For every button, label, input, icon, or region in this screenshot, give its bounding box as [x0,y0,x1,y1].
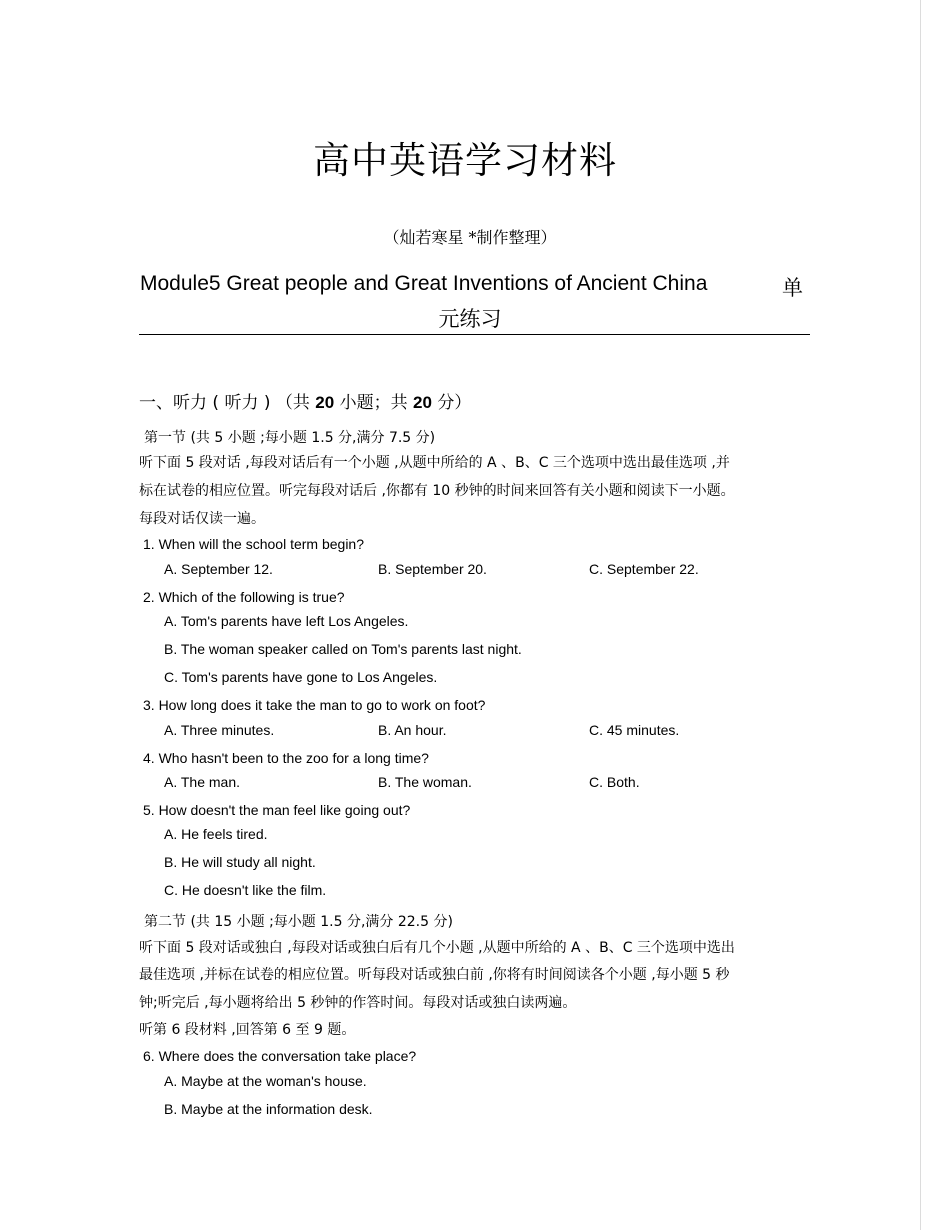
section1-heading-part: 分） [431,393,472,413]
part2-instruction-line: 听下面 5 段对话或独白 ,每段对话或独白后有几个小题 ,从题中所给的 A 、B、C 三个选项中选出 [139,940,735,956]
question-5: 5. How doesn't the man feel like going out? [143,802,411,818]
module-title-line1: Module5 Great people and Great Inventions of Ancient China [140,272,708,295]
option-2c: C. Tom's parents have gone to Los Angeles. [164,669,438,685]
option-3c: C. 45 minutes. [589,722,680,738]
option-4c: C. Both. [589,774,640,790]
option-1a: A. September 12. [164,561,273,577]
option-4b: B. The woman. [378,774,472,790]
option-5a: A. He feels tired. [164,826,268,842]
section1-heading-part: 小题；共 [334,393,414,413]
part1-label: 第一节 (共 5 小题 ;每小题 1.5 分,满分 7.5 分) [144,430,436,446]
section1-score: 20 [413,393,432,412]
part1-instruction-line: 每段对话仅读一遍。 [139,511,265,527]
part1-instruction-line: 听下面 5 段对话 ,每段对话后有一个小题 ,从题中所给的 A 、B、C 三个选项中选出最佳选项 ,并 [139,455,730,471]
part2-instruction-line: 最佳选项 ,并标在试卷的相应位置。听每段对话或独白前 ,你将有时间阅读各个小题 ,每小题 5 秒 [139,967,730,983]
part2-instruction-line: 钟;听完后 ,每小题将给出 5 秒钟的作答时间。每段对话或独白读两遍。 [139,995,577,1011]
question-3: 3. How long does it take the man to go to work on foot? [143,697,486,713]
part2-instruction-line: 听第 6 段材料 ,回答第 6 至 9 题。 [139,1022,356,1038]
question-2: 2. Which of the following is true? [143,589,345,605]
option-3b: B. An hour. [378,722,447,738]
page-title: 高中英语学习材料 [313,139,617,182]
option-4a: A. The man. [164,774,241,790]
question-6: 6. Where does the conversation take place? [143,1048,417,1064]
title-divider [139,334,810,335]
option-5b: B. He will study all night. [164,854,316,870]
section1-heading-part: 一、听力 ( 听力 ) （共 [139,393,316,413]
option-6b: B. Maybe at the information desk. [164,1101,373,1117]
option-3a: A. Three minutes. [164,722,275,738]
question-1: 1. When will the school term begin? [143,536,364,552]
option-2b: B. The woman speaker called on Tom's parents last night. [164,641,522,657]
option-1b: B. September 20. [378,561,487,577]
section1-heading [139,388,471,413]
option-1c: C. September 22. [589,561,699,577]
module-title-line2: 元练习 [438,307,502,331]
option-5c: C. He doesn't like the film. [164,882,327,898]
page-edge-rule [920,0,921,1230]
page-subtitle: （灿若寒星 *制作整理） [383,228,557,247]
option-2a: A. Tom's parents have left Los Angeles. [164,613,409,629]
option-6a: A. Maybe at the woman's house. [164,1073,367,1089]
part1-instruction-line: 标在试卷的相应位置。听完每段对话后 ,你都有 10 秒钟的时间来回答有关小题和阅读下一小题。 [139,483,735,499]
question-4: 4. Who hasn't been to the zoo for a long time? [143,750,429,766]
module-title-line1-suffix: 单 [782,276,803,300]
part2-label: 第二节 (共 15 小题 ;每小题 1.5 分,满分 22.5 分) [144,914,453,930]
section1-question-count: 20 [315,393,335,412]
